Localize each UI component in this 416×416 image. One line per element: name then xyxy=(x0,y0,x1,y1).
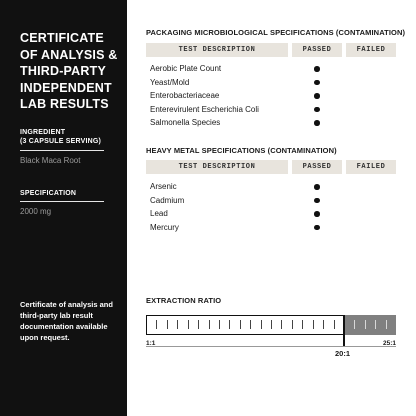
gauge-tick xyxy=(156,320,157,329)
ingredient-label: INGREDIENT (3 CAPSULE SERVING) xyxy=(20,129,102,145)
test-name: Enterobacteriaceae xyxy=(150,91,220,100)
gauge-tick xyxy=(261,320,262,329)
gauge-tick xyxy=(229,320,230,329)
passed-dot-icon xyxy=(314,107,320,113)
gauge-tick xyxy=(209,320,210,329)
micro-header-passed: PASSED xyxy=(292,43,342,57)
gauge-tick xyxy=(313,320,314,329)
gauge-tick xyxy=(167,320,168,329)
gauge-tick xyxy=(240,320,241,329)
ingredient-value: Black Maca Root xyxy=(20,156,81,165)
result-row xyxy=(150,103,259,117)
gauge-min-label: 1:1 xyxy=(146,340,156,347)
passed-dot-icon xyxy=(314,211,320,217)
passed-dot-icon xyxy=(314,120,320,126)
gauge-tick xyxy=(302,320,303,329)
micro-header-test: TEST DESCRIPTION xyxy=(146,43,288,57)
test-name: Mercury xyxy=(150,222,179,232)
gauge-tick xyxy=(177,320,178,329)
test-name: Salmonella Species xyxy=(150,118,221,127)
metal-results-list xyxy=(150,180,184,234)
gauge-fill xyxy=(146,315,344,335)
test-name: Aerobic Plate Count xyxy=(150,64,222,73)
gauge-tick xyxy=(292,320,293,329)
gauge-tick xyxy=(250,320,251,329)
gauge-tick xyxy=(375,320,376,329)
gauge-tick xyxy=(188,320,189,329)
test-name: Enterevirulent Escherichia Coli xyxy=(150,104,259,114)
result-row xyxy=(150,62,259,76)
extraction-title: EXTRACTION RATIO xyxy=(146,296,222,305)
test-name: Yeast/Mold xyxy=(150,77,190,87)
result-row xyxy=(150,89,259,103)
result-row xyxy=(150,194,184,208)
gauge-max-label: 25:1 xyxy=(383,340,397,347)
gauge-tick xyxy=(198,320,199,329)
availability-note: Certificate of analysis and third-party lab result documentation available upon request. xyxy=(20,300,113,342)
gauge-tick xyxy=(281,320,282,329)
gauge-axis xyxy=(146,346,396,347)
extraction-gauge xyxy=(146,315,396,335)
gauge-remainder xyxy=(344,315,396,335)
sidebar xyxy=(0,0,127,416)
result-row xyxy=(150,221,184,235)
test-name: Cadmium xyxy=(150,195,185,205)
metal-header-test: TEST DESCRIPTION xyxy=(146,160,288,174)
metal-header-failed: FAILED xyxy=(346,160,396,174)
metal-section-title: HEAVY METAL SPECIFICATIONS (CONTAMINATION) xyxy=(146,146,337,155)
passed-dot-icon xyxy=(314,93,320,99)
passed-dot-icon xyxy=(314,66,320,72)
gauge-value-marker xyxy=(343,315,345,347)
specification-divider xyxy=(20,201,104,202)
gauge-tick xyxy=(334,320,335,329)
micro-results-list xyxy=(150,62,259,130)
micro-header-failed: FAILED xyxy=(346,43,396,57)
passed-dot-icon xyxy=(314,80,320,86)
gauge-tick xyxy=(271,320,272,329)
passed-dot-icon xyxy=(314,184,320,190)
gauge-value-label: 20:1 xyxy=(335,349,351,358)
gauge-tick xyxy=(219,320,220,329)
gauge-tick xyxy=(354,320,355,329)
passed-dot-icon xyxy=(314,198,320,204)
result-row xyxy=(150,116,259,130)
passed-dot-icon xyxy=(314,225,320,231)
test-name: Lead xyxy=(150,209,168,218)
result-row xyxy=(150,76,259,90)
specification-label: SPECIFICATION xyxy=(20,190,77,197)
metal-header-passed: PASSED xyxy=(292,160,342,174)
micro-section-title: PACKAGING MICROBIOLOGICAL SPECIFICATIONS (CONTAMINATION) xyxy=(146,28,406,37)
gauge-tick xyxy=(365,320,366,329)
specification-value: 2000 mg xyxy=(20,207,52,216)
gauge-tick xyxy=(386,320,387,329)
certificate-title: CERTIFICATE OF ANALYSIS & THIRD-PARTY INDEPENDENT LAB RESULTS xyxy=(20,31,118,111)
test-name: Arsenic xyxy=(150,182,177,191)
ingredient-divider xyxy=(20,150,104,151)
result-row xyxy=(150,207,184,221)
gauge-tick xyxy=(323,320,324,329)
result-row xyxy=(150,180,184,194)
